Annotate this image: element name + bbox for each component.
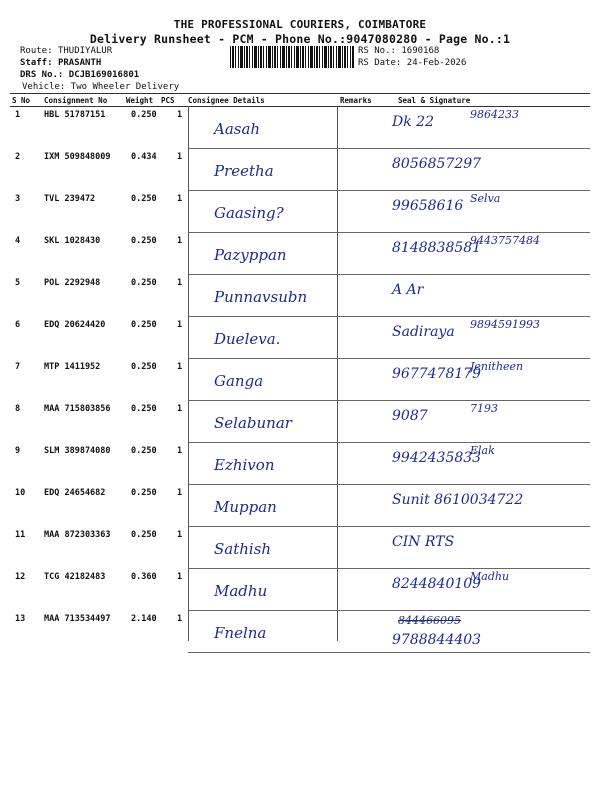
- row-signature: 8056857297: [392, 156, 482, 172]
- row-sno: 11: [15, 530, 26, 540]
- row-consignment-no: MAA 715803856: [44, 404, 111, 414]
- row-pcs: 1: [177, 152, 183, 162]
- table-top-rule: [10, 93, 590, 94]
- row-signature: CIN RTS: [392, 534, 455, 550]
- row-sno: 10: [15, 488, 26, 498]
- barcode: [230, 46, 354, 68]
- row-pcs: 1: [177, 236, 183, 246]
- drs-line: [20, 70, 139, 80]
- table-row: [0, 108, 600, 149]
- row-divider: [188, 190, 590, 191]
- row-signature-note: 9864233: [470, 108, 519, 121]
- staff-line: [20, 58, 101, 68]
- table-row: [0, 402, 600, 443]
- drs-label: DRS No.:: [20, 70, 64, 80]
- table-row: [0, 612, 600, 653]
- row-signature: Sunit 8610034722: [392, 492, 524, 508]
- row-weight: 0.250: [131, 236, 157, 246]
- row-signature-note: 7193: [470, 402, 498, 415]
- row-weight: 0.250: [131, 110, 157, 120]
- staff-label: Staff:: [20, 58, 53, 68]
- table-row: [0, 150, 600, 191]
- row-sno: 7: [15, 362, 21, 372]
- row-weight: 0.250: [131, 320, 157, 330]
- company-title: THE PROFESSIONAL COURIERS, COIMBATORE: [173, 18, 427, 31]
- row-weight: 0.250: [131, 278, 157, 288]
- row-pcs: 1: [177, 446, 183, 456]
- row-divider: [188, 274, 590, 275]
- row-consignee-name: Selabunar: [214, 414, 292, 432]
- row-signature: Dk 22: [392, 114, 434, 130]
- row-consignment-no: MAA 713534497: [44, 614, 111, 624]
- row-consignee-name: Ganga: [214, 372, 264, 390]
- row-signature-note: Elak: [470, 444, 495, 457]
- row-consignment-no: EDQ 20624420: [44, 320, 106, 330]
- row-consignment-no: SLM 389874080: [44, 446, 111, 456]
- table-row: [0, 318, 600, 359]
- row-consignment-no: HBL 51787151: [44, 110, 106, 120]
- route-label: Route:: [20, 46, 53, 56]
- row-pcs: 1: [177, 320, 183, 330]
- row-sno: 2: [15, 152, 21, 162]
- row-signature: 9788844403: [392, 632, 482, 648]
- row-signature-note: Madhu: [470, 570, 510, 583]
- row-consignment-no: POL 2292948: [44, 278, 101, 288]
- row-signature-note: Jenitheen: [470, 360, 524, 373]
- row-signature: 8244840109: [392, 576, 482, 592]
- row-divider: [188, 610, 590, 611]
- row-pcs: 1: [177, 614, 183, 624]
- row-consignment-no: MTP 1411952: [44, 362, 101, 372]
- row-weight: 0.250: [131, 446, 157, 456]
- row-divider: [188, 400, 590, 401]
- route-value: THUDIYALUR: [57, 46, 113, 56]
- row-divider: [188, 232, 590, 233]
- rs-date-value: 24-Feb-2026: [406, 58, 467, 68]
- row-sno: 6: [15, 320, 21, 330]
- row-signature-note: Selva: [470, 192, 501, 205]
- table-row: [0, 234, 600, 275]
- rs-date-label: RS Date:: [358, 58, 402, 68]
- row-weight: 0.250: [131, 194, 157, 204]
- vehicle-label: Vehicle:: [22, 82, 66, 92]
- row-consignee-name: Punnavsubn: [214, 288, 308, 306]
- route-line: [20, 46, 112, 56]
- row-consignee-name: Sathish: [214, 540, 272, 558]
- row-consignment-no: EDQ 24654682: [44, 488, 106, 498]
- row-weight: 0.360: [131, 572, 157, 582]
- row-pcs: 1: [177, 278, 183, 288]
- col-header-remarks: Remarks: [340, 96, 372, 105]
- row-consignee-name: Aasah: [214, 120, 261, 138]
- row-sno: 9: [15, 446, 21, 456]
- rs-no-line: [358, 46, 439, 56]
- row-consignment-no: SKL 1028430: [44, 236, 101, 246]
- row-pcs: 1: [177, 110, 183, 120]
- table-row: [0, 360, 600, 401]
- row-signature: 9677478179: [392, 366, 482, 382]
- row-weight: 2.140: [131, 614, 157, 624]
- row-divider: [188, 526, 590, 527]
- row-signature: Sadiraya: [392, 324, 455, 340]
- row-pcs: 1: [177, 194, 183, 204]
- row-signature: 9087: [392, 408, 428, 424]
- col-header-pcs: PCS: [161, 96, 175, 105]
- row-consignee-name: Dueleva.: [214, 330, 281, 348]
- row-divider: [188, 442, 590, 443]
- row-signature: 9942435833: [392, 450, 482, 466]
- row-weight: 0.250: [131, 488, 157, 498]
- row-pcs: 1: [177, 530, 183, 540]
- table-row: [0, 444, 600, 485]
- row-consignee-name: Ezhivon: [214, 456, 275, 474]
- row-sno: 12: [15, 572, 26, 582]
- row-signature: 8148838581: [392, 240, 482, 256]
- row-signature: A Ar: [392, 282, 424, 298]
- rs-no-value: 1690168: [401, 46, 440, 56]
- vehicle-value: Two Wheeler Delivery: [70, 82, 180, 92]
- vehicle-line: [22, 82, 179, 92]
- staff-value: PRASANTH: [57, 58, 102, 68]
- table-row: [0, 192, 600, 233]
- row-divider: [188, 358, 590, 359]
- row-divider: [188, 484, 590, 485]
- drs-value: DCJB169016801: [68, 70, 140, 80]
- rs-date-line: [358, 58, 466, 68]
- row-consignee-name: Fnelna: [214, 624, 267, 642]
- row-signature-note: 9443757484: [470, 234, 540, 247]
- row-divider: [188, 568, 590, 569]
- row-consignment-no: TVL 239472: [44, 194, 96, 204]
- table-row: [0, 276, 600, 317]
- row-sno: 3: [15, 194, 21, 204]
- row-pcs: 1: [177, 362, 183, 372]
- row-consignee-name: Pazyppan: [214, 246, 287, 264]
- row-weight: 0.250: [131, 530, 157, 540]
- col-header-seal: Seal & Signature: [398, 96, 471, 105]
- row-pcs: 1: [177, 404, 183, 414]
- row-weight: 0.250: [131, 404, 157, 414]
- row-weight: 0.250: [131, 362, 157, 372]
- row-pcs: 1: [177, 488, 183, 498]
- row-consignment-no: IXM 509848009: [44, 152, 111, 162]
- col-header-weight: Weight: [126, 96, 154, 105]
- row-signature-note: 9894591993: [470, 318, 540, 331]
- row-divider: [188, 148, 590, 149]
- table-row: [0, 486, 600, 527]
- row-consignee-name: Madhu: [214, 582, 268, 600]
- col-header-consignment: Consignment No: [44, 96, 108, 105]
- header-rule: [10, 106, 590, 107]
- row-sno: 5: [15, 278, 21, 288]
- row-divider: [188, 316, 590, 317]
- row-consignee-name: Gaasing?: [214, 204, 284, 222]
- row-signature-note: 844466095: [398, 614, 461, 627]
- row-consignment-no: TCG 42182483: [44, 572, 106, 582]
- row-weight: 0.434: [131, 152, 157, 162]
- row-consignee-name: Muppan: [214, 498, 277, 516]
- row-sno: 4: [15, 236, 21, 246]
- row-signature: 99658616: [392, 198, 464, 214]
- row-divider: [188, 652, 590, 653]
- row-sno: 8: [15, 404, 21, 414]
- table-row: [0, 570, 600, 611]
- table-row: [0, 528, 600, 569]
- row-consignment-no: MAA 872303363: [44, 530, 111, 540]
- row-sno: 13: [15, 614, 26, 624]
- runsheet-subtitle: Delivery Runsheet - PCM - Phone No.:9047080280 - Page No.:1: [89, 32, 511, 46]
- row-consignee-name: Preetha: [214, 162, 274, 180]
- rs-no-label: RS No.:: [358, 46, 396, 56]
- col-header-sno: S No: [12, 96, 31, 105]
- row-sno: 1: [15, 110, 21, 120]
- col-header-consignee: Consignee Details: [188, 96, 265, 105]
- row-pcs: 1: [177, 572, 183, 582]
